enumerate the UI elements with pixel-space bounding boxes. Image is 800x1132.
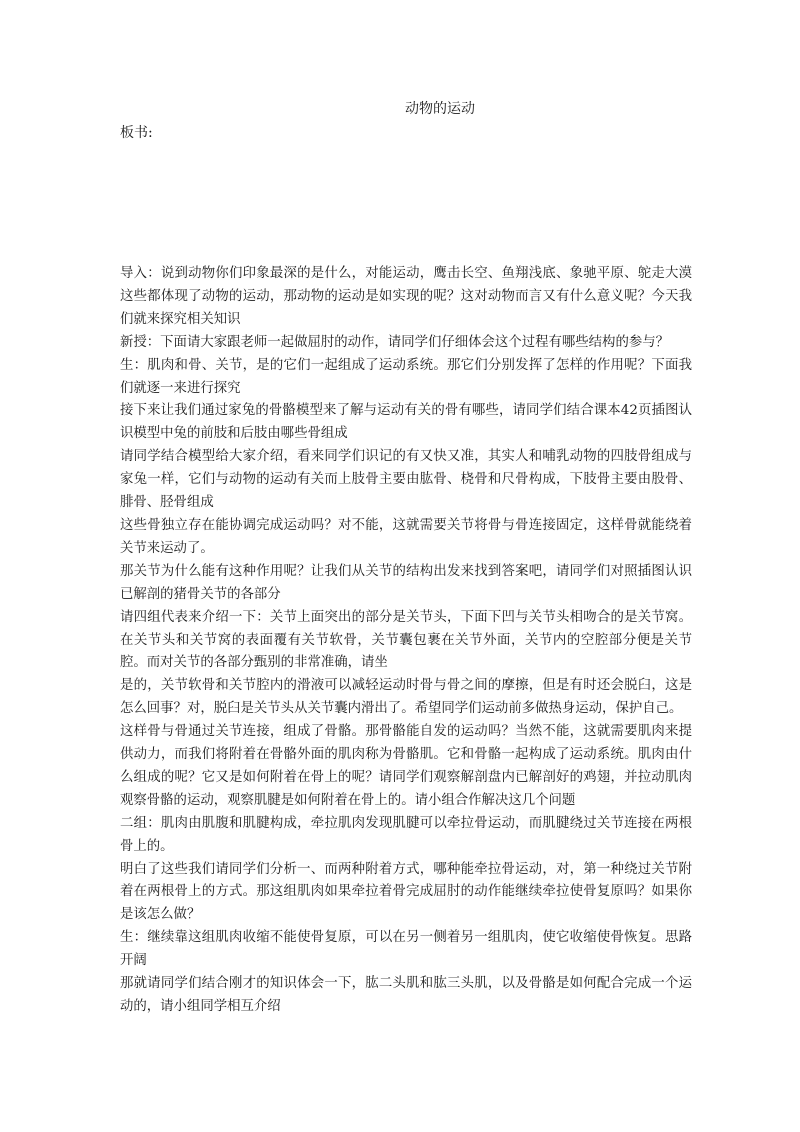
paragraph: 这样骨与骨通过关节连接，组成了骨骼。那骨骼能自发的运动吗？当然不能，这就需要肌肉来提供动力，而我们将附着在骨骼外面的肌肉称为骨骼肌。它和骨骼一起构成了运动系统。肌肉由什么组成的呢？它又是如何附着在骨上的呢？请同学们观察解剖盘内已解剖好的鸡翅，并拉动肌肉观察骨骼的运动，观察肌腱是如何附着在骨上的。请小组合作解决这几个问题	[120, 724, 692, 808]
document-body	[120, 263, 692, 1019]
paragraph: 生：肌肉和骨、关节，是的它们一起组成了运动系统。那它们分别发挥了怎样的作用呢？下面我们就逐一来进行探究	[120, 357, 692, 396]
paragraph: 请四组代表来介绍一下：关节上面突出的部分是关节头，下面下凹与关节头相吻合的是关节窝。在关节头和关节窝的表面覆有关节软骨，关节囊包裹在关节外面，关节内的空腔部分便是关节腔。而对关节的各部分甄别的非常准确，请坐	[120, 609, 692, 671]
paragraph: 是的，关节软骨和关节腔内的滑液可以减轻运动时骨与骨之间的摩擦，但是有时还会脱臼，这是怎么回事？对，脱臼是关节头从关节囊内滑出了。希望同学们运动前多做热身运动，保护自己。	[120, 678, 692, 717]
page-title: 动物的运动	[405, 101, 475, 117]
paragraph: 请同学结合模型给大家介绍，看来同学们识记的有又快又准，其实人和哺乳动物的四肢骨组成与家兔一样，它们与动物的运动有关而上肢骨主要由肱骨、桡骨和尺骨构成，下肢骨主要由股骨、腓骨、胫骨组成	[120, 449, 692, 511]
paragraph-intro: 导入：说到动物你们印象最深的是什么，对能运动，鹰击长空、鱼翔浅底、象驰平原、鸵走大漠这些都体现了动物的运动，那动物的运动是如实现的呢？这对动物而言又有什么意义呢？今天我们就来探究相关知识	[120, 266, 692, 327]
paragraph: 那就请同学们结合刚才的知识体会一下，肱二头肌和肱三头肌，以及骨骼是如何配合完成一个运动的，请小组同学相互介绍	[120, 976, 692, 1014]
paragraph: 二组：肌肉由肌腹和肌腱构成，牵拉肌肉发现肌腱可以牵拉骨运动，而肌腱绕过关节连接在两根骨上的。	[120, 815, 692, 854]
paragraph: 生：继续靠这组肌肉收缩不能使骨复原，可以在另一侧着另一组肌肉，使它收缩使骨恢复。思路开阔	[120, 930, 692, 969]
paragraph: 接下来让我们通过家兔的骨骼模型来了解与运动有关的骨有哪些，请同学们结合课本42页插图认识模型中兔的前肢和后肢由哪些骨组成	[120, 403, 692, 442]
board-label: 板书:	[120, 125, 153, 141]
paragraph: 明白了这些我们请同学们分析一、而两种附着方式，哪种能牵拉骨运动，对，第一种绕过关节附着在两根骨上的方式。那这组肌肉如果牵拉着骨完成屈肘的动作能继续牵拉使骨复原吗？如果你是该怎么做？	[120, 861, 692, 923]
paragraph: 那关节为什么能有这种作用呢？让我们从关节的结构出发来找到答案吧，请同学们对照插图认识已解剖的猪骨关节的各部分	[120, 563, 692, 602]
paragraph-new-lesson: 新授：下面请大家跟老师一起做屈肘的动作，请同学们仔细体会这个过程有哪些结构的参与？	[120, 334, 670, 350]
paragraph: 这些骨独立存在能协调完成运动吗？对不能，这就需要关节将骨与骨连接固定，这样骨就能绕着关节来运动了。	[120, 517, 692, 556]
